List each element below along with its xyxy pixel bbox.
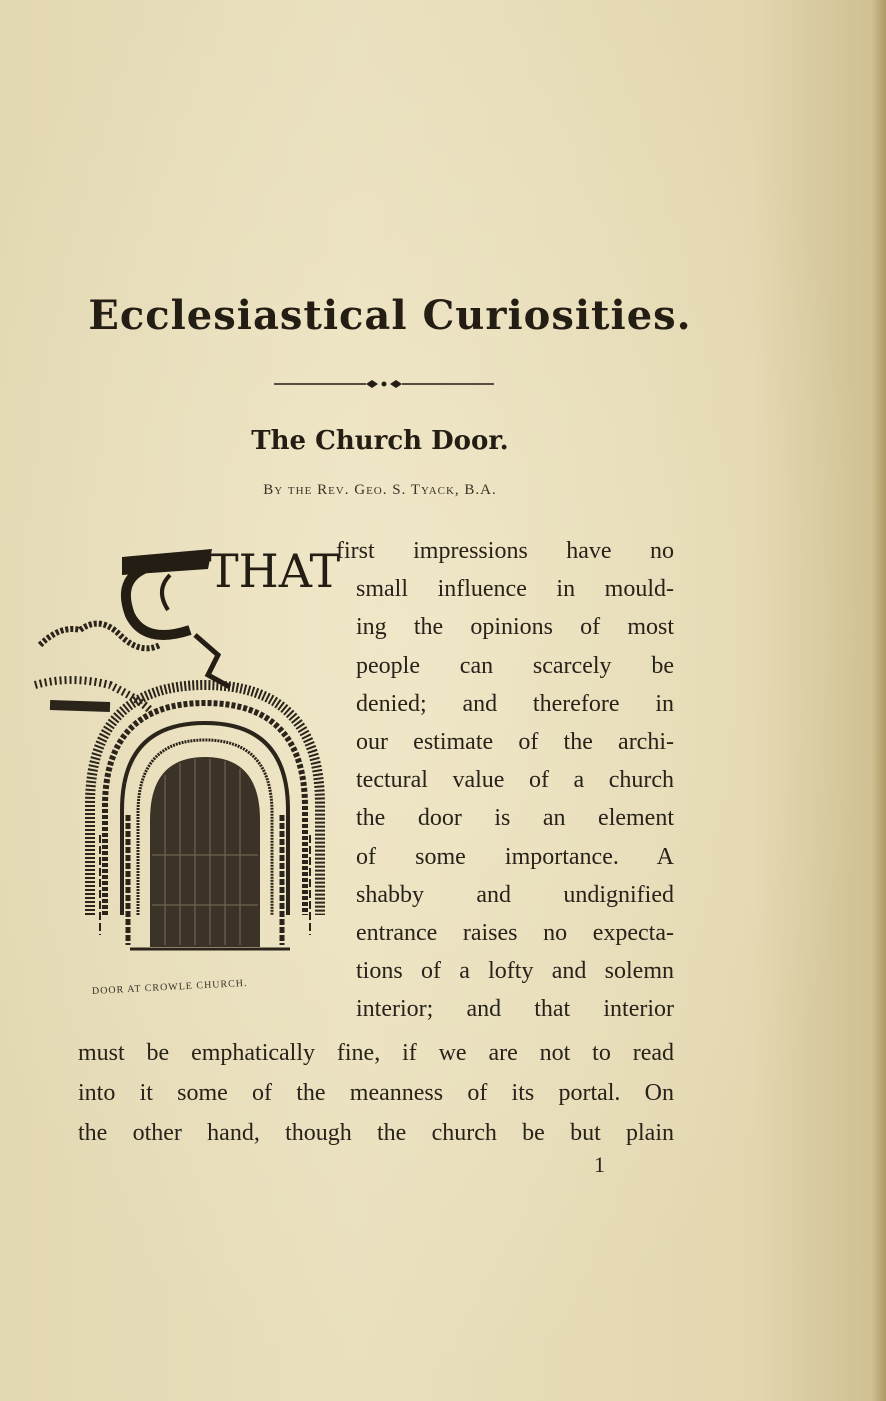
- body-line: ing the opinions of most: [356, 614, 674, 641]
- body-line: our estimate of the archi-: [356, 729, 674, 755]
- body-line: interior; and that interior: [356, 996, 674, 1023]
- body-line: shabby and undignified: [356, 881, 674, 908]
- door-illustration: [30, 535, 340, 975]
- illustration-caption: DOOR AT CROWLE CHURCH.: [91, 977, 248, 997]
- body-line: the other hand, though the church be but plain: [78, 1120, 674, 1146]
- body-line: into it some of the meanness of its portal. On: [78, 1080, 674, 1106]
- body-line: entrance raises no expecta-: [356, 920, 674, 946]
- body-line: tions of a lofty and solemn: [356, 958, 674, 985]
- body-line: denied; and therefore in: [356, 690, 674, 717]
- body-line: small influence in mould-: [356, 576, 674, 603]
- ornamental-rule: [274, 374, 494, 394]
- main-title: Ecclesiastical Curiosities.: [88, 292, 692, 339]
- article-title: The Church Door.: [251, 426, 509, 456]
- body-line: first impressions have no: [336, 538, 674, 564]
- body-line: the door is an element: [356, 805, 674, 832]
- page-number: 1: [594, 1152, 605, 1177]
- body-line: of some importance. A: [356, 843, 674, 870]
- byline: By the Rev. Geo. S. Tyack, B.A.: [263, 482, 497, 498]
- drop-cap-letters: THAT: [208, 544, 340, 598]
- page-edge-shadow: [872, 0, 886, 1401]
- body-line: tectural value of a church: [356, 767, 674, 794]
- body-line: people can scarcely be: [356, 652, 674, 679]
- body-line: must be emphatically fine, if we are not to read: [78, 1040, 674, 1066]
